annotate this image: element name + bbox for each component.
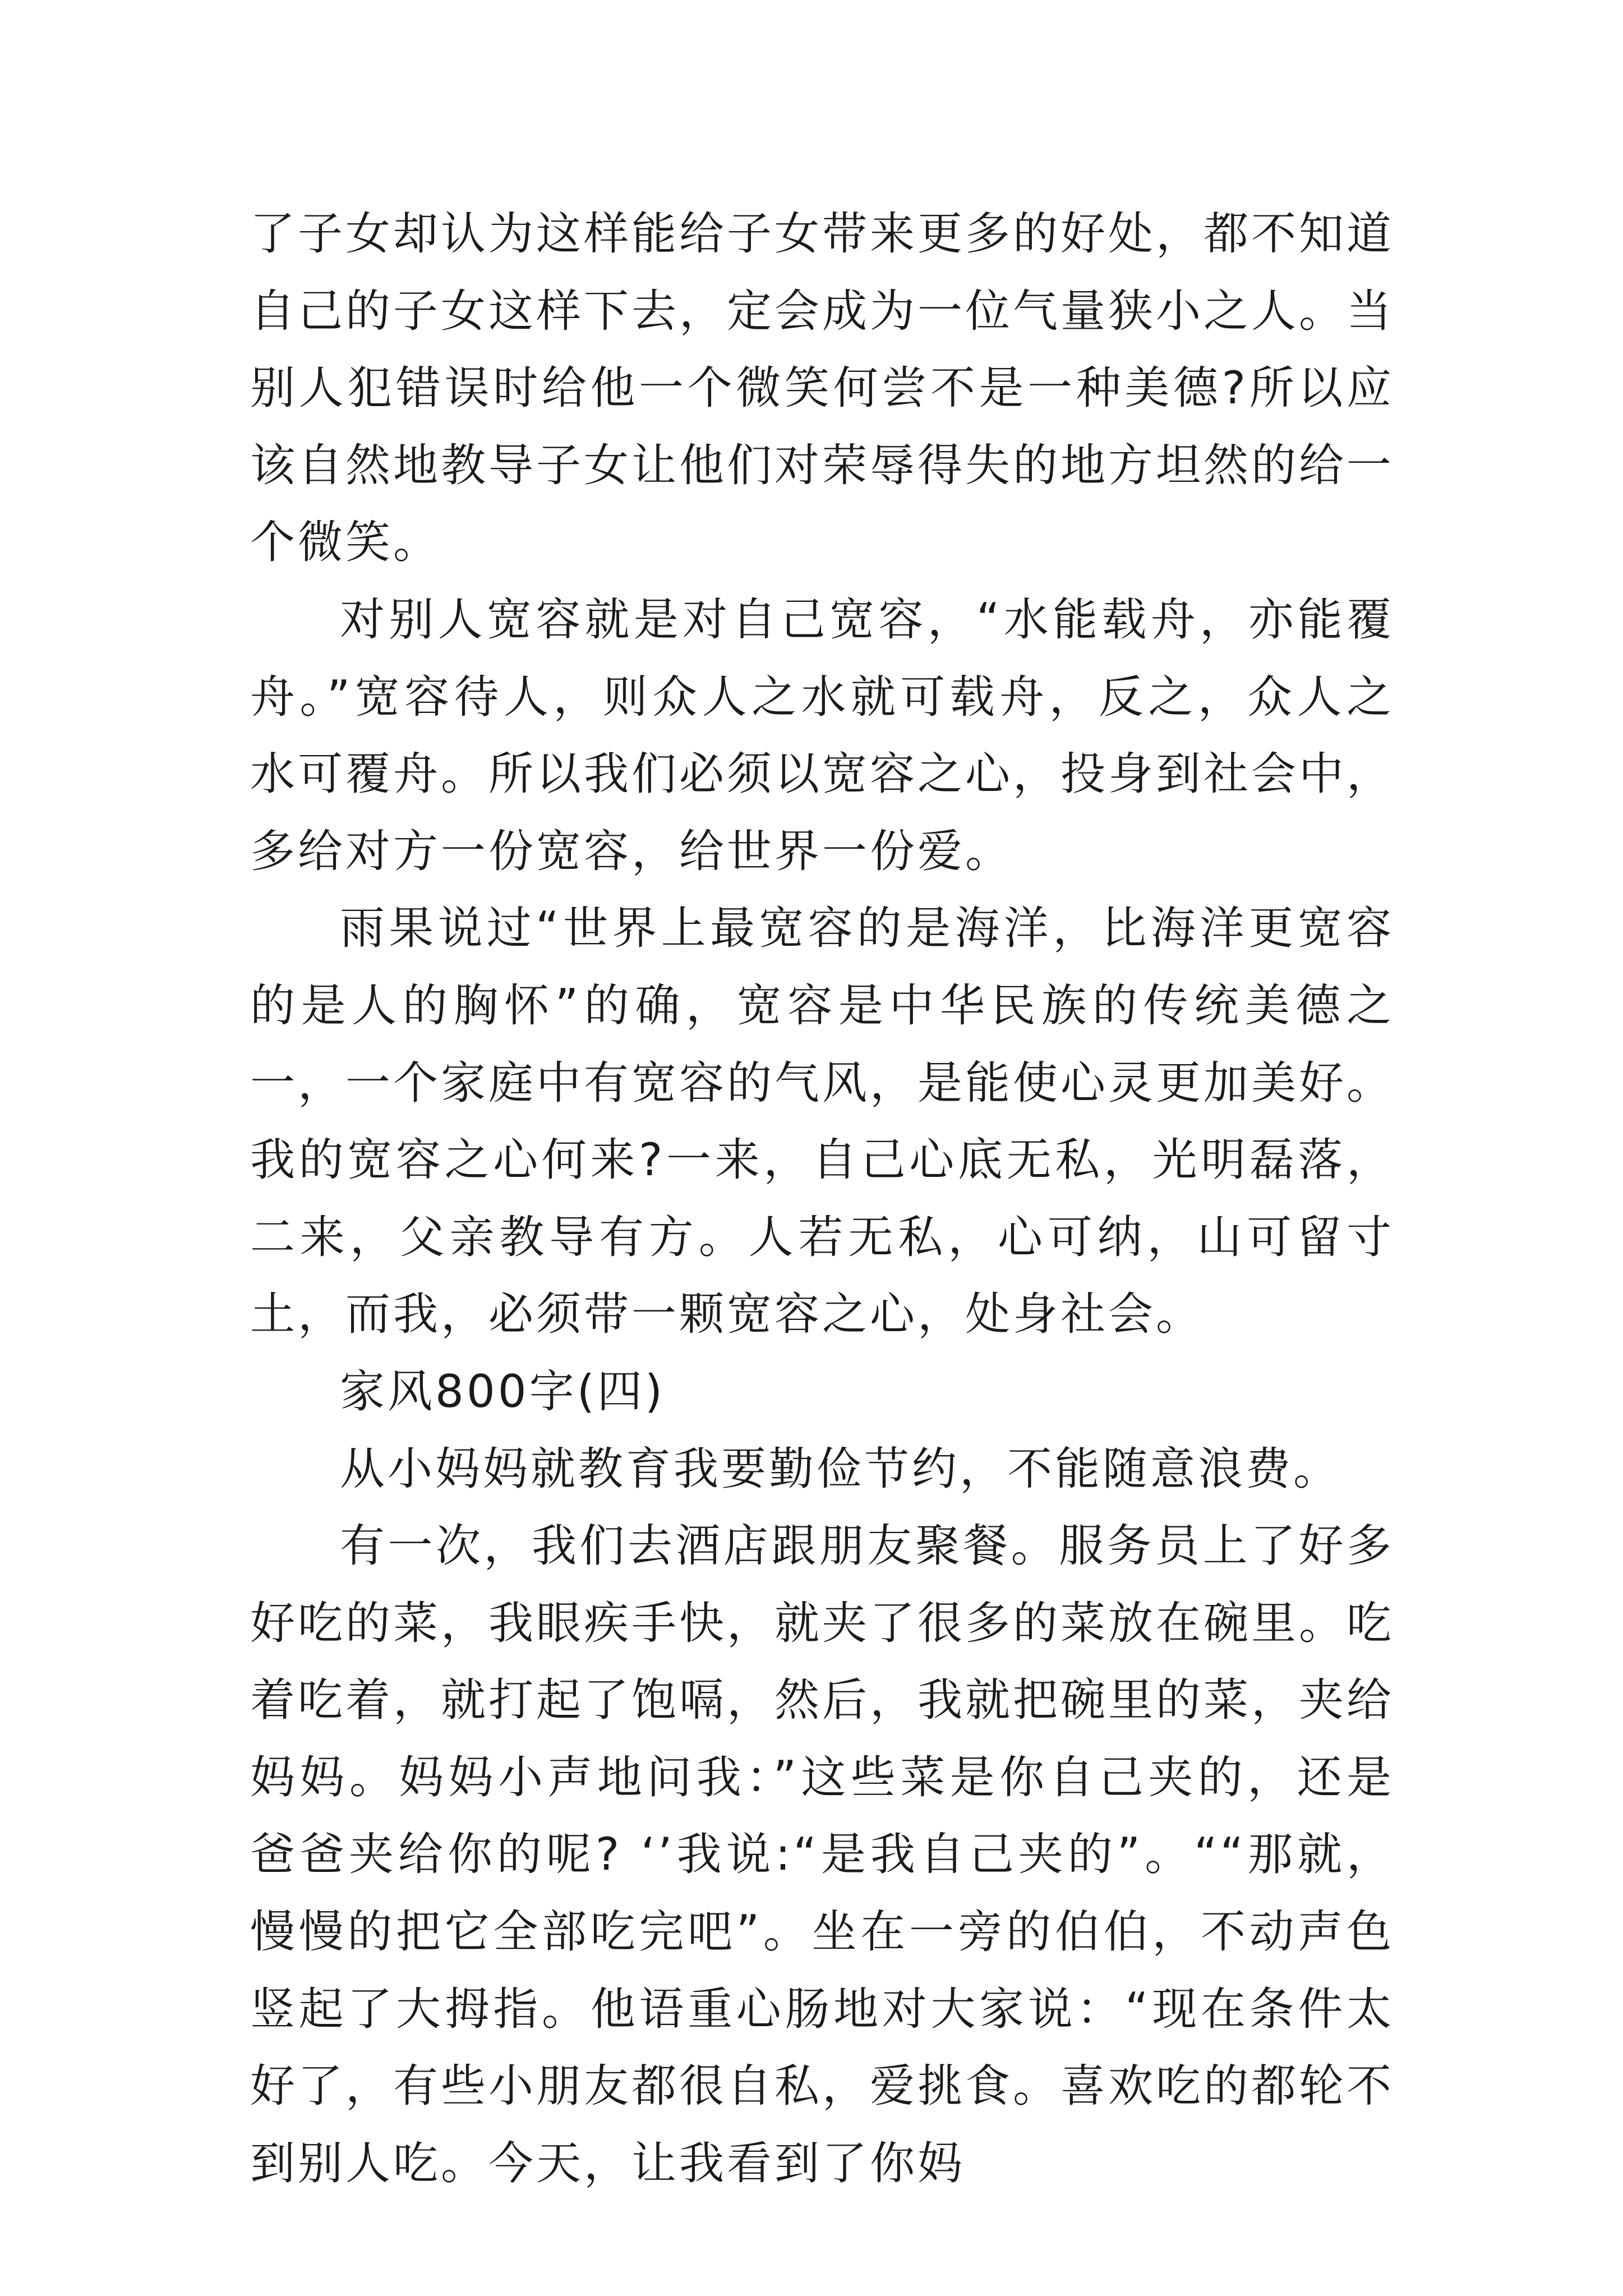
paragraph-2: 对别人宽容就是对自己宽容，“水能载舟，亦能覆舟。”宽容待人，则众人之水就可载舟，反之，众人之水可覆舟。所以我们必须以宽容之心，投身到社会中，多给对方一份宽容，给世界一份爱。 [250,593,1394,877]
paragraph-4: 从小妈妈就教育我要勤俭节约，不能随意浪费。 [340,1442,1341,1495]
paragraph-3: 雨果说过“世界上最宽容的是海洋，比海洋更宽容的是人的胸怀”的确，宽容是中华民族的传统美德之一，一个家庭中有宽容的气风，是能使心灵更加美好。我的宽容之心何来?一来，自己心底无私，光明磊落，二来，父亲教导有方。人若无私，心可纳，山可留寸土，而我，必须带一颗宽容之心，处身社会。 [250,902,1394,1341]
paragraph-5: 有一次，我们去酒店跟朋友聚餐。服务员上了好多好吃的菜，我眼疾手快，就夹了很多的菜放在碗里。吃着吃着，就打起了饱嗝，然后，我就把碗里的菜，夹给妈妈。妈妈小声地问我：”这些菜是你自己夹的，还是爸爸夹给你的呢? ‘’我说:“是我自己夹的”。““那就，慢慢的把它全部吃完吧”。坐在一旁的伯伯，不动声色竖起了大拇指。他语重心肠地对大家说：“现在条件太好了，有些小朋友都很自私，爱挑食。喜欢吃的都轮不到别人吃。今天，让我看到了你妈 [250,1520,1394,2189]
section-heading: 家风800字(四) [340,1365,666,1418]
document-page [250,195,1394,2202]
paragraph-1: 了子女却认为这样能给子女带来更多的好处，都不知道自己的子女这样下去，定会成为一位气量狭小之人。当别人犯错误时给他一个微笑何尝不是一种美德?所以应该自然地教导子女让他们对荣辱得失的地方坦然的给一个微笑。 [250,208,1394,569]
